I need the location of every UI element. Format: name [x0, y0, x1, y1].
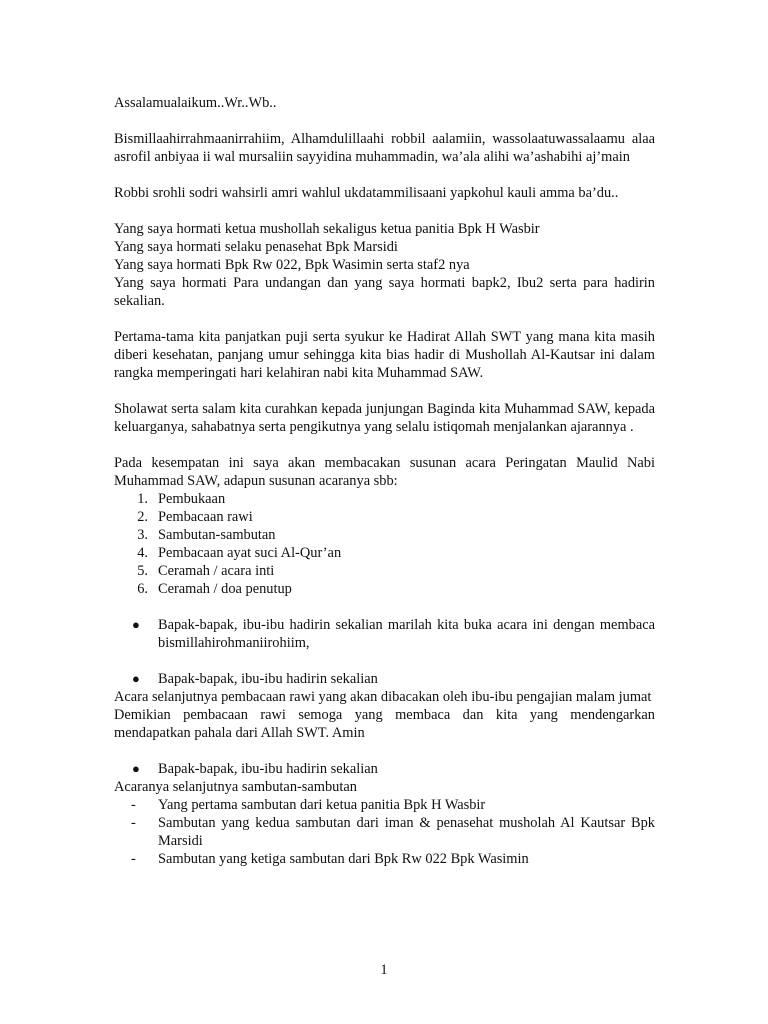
bullet-item — [114, 616, 655, 652]
sambutan-item — [114, 814, 655, 850]
agenda-intro-paragraph: Pada kesempatan ini saya akan membacakan susunan acara Peringatan Maulid Nabi Muhammad SAW, adapun susunan acaranya sbb: — [114, 455, 655, 489]
sambutan-item — [114, 796, 655, 814]
bullet-dot-icon: ● — [132, 671, 140, 686]
sholawat-paragraph: Sholawat serta salam kita curahkan kepada junjungan Baginda kita Muhammad SAW, kepada keluarganya, sahabatnya serta pengikutnya yang selalu istiqomah menjalankan ajarannya . — [114, 401, 655, 435]
bullet-dot-icon: ● — [132, 617, 140, 632]
bullet-list-opening — [114, 616, 655, 652]
honorifics — [114, 220, 655, 310]
dash-marker: - — [131, 815, 136, 831]
page-number: 1 — [380, 962, 388, 978]
agenda-number: 4. — [137, 545, 148, 561]
agenda-text: Sambutan-sambutan — [158, 527, 276, 543]
bullet-text: Bapak-bapak, ibu-ibu hadirin sekalian — [158, 761, 378, 777]
document-body — [114, 94, 655, 868]
bullet-item — [114, 760, 655, 778]
bismillah-paragraph: Bismillaahirrahmaanirrahiim, Alhamdulillaahi robbil aalamiin, wassolaatuwassalaamu alaa asrofil anbiyaa ii wal mursaliin sayyidina muhammadin, wa’ala alihi wa’ashabihi aj’main — [114, 131, 655, 165]
agenda-item — [114, 508, 655, 526]
agenda-number: 2. — [137, 509, 148, 525]
bullet-list-rawi — [114, 670, 655, 688]
agenda-text: Pembukaan — [158, 491, 226, 507]
agenda-number: 5. — [137, 563, 148, 579]
agenda-item — [114, 580, 655, 598]
agenda-item — [114, 562, 655, 580]
bullet-item — [114, 670, 655, 688]
sambutan-text: Sambutan yang ketiga sambutan dari Bpk Rw 022 Bpk Wasimin — [158, 851, 529, 867]
bullet-list-sambutan — [114, 760, 655, 778]
agenda-text: Ceramah / acara inti — [158, 563, 275, 579]
rawi-paragraph: Acara selanjutnya pembacaan rawi yang akan dibacakan oleh ibu-ibu pengajian malam jumat — [114, 689, 652, 705]
agenda-text: Ceramah / doa penutup — [158, 581, 292, 597]
agenda-item — [114, 490, 655, 508]
agenda-text: Pembacaan rawi — [158, 509, 253, 525]
agenda-number: 3. — [137, 527, 148, 543]
honor-line: Yang saya hormati Para undangan dan yang saya hormati bapk2, Ibu2 serta para hadirin sekalian. — [114, 275, 655, 309]
dash-marker: - — [131, 797, 136, 813]
agenda-number: 1. — [137, 491, 148, 507]
bullet-text: Bapak-bapak, ibu-ibu hadirin sekalian marilah kita buka acara ini dengan membaca bismillahirohmaniirohiim, — [158, 617, 655, 651]
sambutan-text: Yang pertama sambutan dari ketua panitia Bpk H Wasbir — [158, 797, 486, 813]
sambutan-intro: Acaranya selanjutnya sambutan-sambutan — [114, 779, 357, 795]
agenda-text: Pembacaan ayat suci Al-Qur’an — [158, 545, 342, 561]
opening-paragraph: Pertama-tama kita panjatkan puji serta syukur ke Hadirat Allah SWT yang mana kita masih diberi kesehatan, panjang umur sehingga kita bias hadir di Mushollah Al-Kautsar ini dalam rangka memperingati hari kelahiran nabi kita Muhammad SAW. — [114, 329, 655, 381]
demikian-paragraph: Demikian pembacaan rawi semoga yang membaca dan kita yang mendengarkan mendapatkan pahala dari Allah SWT. Amin — [114, 707, 655, 741]
bullet-text: Bapak-bapak, ibu-ibu hadirin sekalian — [158, 671, 378, 687]
robbi-paragraph: Robbi srohli sodri wahsirli amri wahlul ukdatammilisaani yapkohul kauli amma ba’du.. — [114, 185, 619, 201]
greeting: Assalamualaikum..Wr..Wb.. — [114, 95, 277, 111]
agenda-item — [114, 526, 655, 544]
sambutan-text: Sambutan yang kedua sambutan dari iman & penasehat musholah Al Kautsar Bpk Marsidi — [158, 815, 655, 849]
agenda-list — [114, 490, 655, 598]
honor-line: Yang saya hormati selaku penasehat Bpk Marsidi — [114, 239, 398, 255]
sambutan-list — [114, 796, 655, 868]
honor-line: Yang saya hormati Bpk Rw 022, Bpk Wasimin serta staf2 nya — [114, 257, 470, 273]
honor-line: Yang saya hormati ketua mushollah sekaligus ketua panitia Bpk H Wasbir — [114, 221, 540, 237]
agenda-number: 6. — [137, 581, 148, 597]
dash-marker: - — [131, 851, 136, 867]
bullet-dot-icon: ● — [132, 761, 140, 776]
agenda-item — [114, 544, 655, 562]
sambutan-item — [114, 850, 655, 868]
